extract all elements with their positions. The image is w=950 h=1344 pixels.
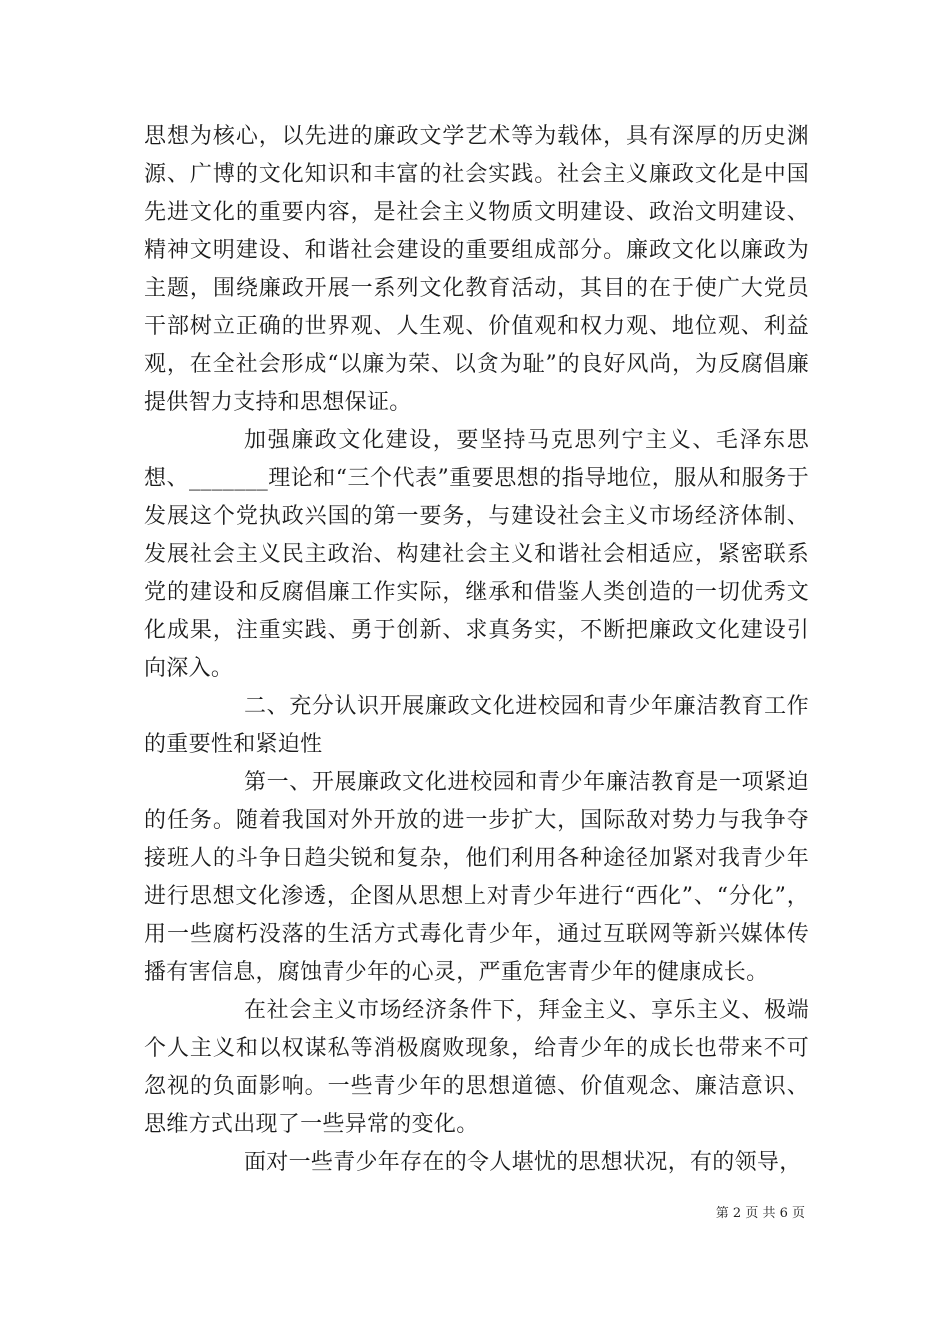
- section-heading-two: 二、充分认识开展廉政文化进校园和青少年廉洁教育工作的重要性和紧迫性: [144, 694, 809, 757]
- paragraph-intro-continued: 思想为核心，以先进的廉政文学艺术等为载体，具有深厚的历史渊源、广博的文化知识和丰富的社会实践。社会主义廉政文化是中国先进文化的重要内容，是社会主义物质文明建设、政治文明建设、精神文明建设、和谐社会建设的重要组成部分。廉政文化以廉政为主题，围绕廉政开展一系列文化教育活动，其目的在于使广大党员干部树立正确的世界观、人生观、价值观和权力观、地位观、利益观，在全社会形成“以廉为荣、以贪为耻”的良好风尚，为反腐倡廉提供智力支持和思想保证。: [144, 124, 809, 415]
- paragraph-market-economy: 在社会主义市场经济条件下，拜金主义、享乐主义、极端个人主义和以权谋私等消极腐败现象，给青少年的成长也带来不可忽视的负面影响。一些青少年的思想道德、价值观念、廉洁意识、思维方式出现了一些异常的变化。: [144, 998, 809, 1137]
- paragraph-facing-concerns: 面对一些青少年存在的令人堪忧的思想状况，有的领导，: [244, 1150, 802, 1175]
- paragraph-strengthen-culture: 加强廉政文化建设，要坚持马克思列宁主义、毛泽东思想、_______理论和“三个代表”重要思想的指导地位，服从和服务于发展这个党执政兴国的第一要务，与建设社会主义市场经济体制、发展社会主义民主政治、构建社会主义和谐社会相适应，紧密联系党的建设和反腐倡廉工作实际，继承和借鉴人类创造的一切优秀文化成果，注重实践、勇于创新、求真务实，不断把廉政文化建设引向深入。: [144, 428, 809, 681]
- paragraph-first-point: 第一、开展廉政文化进校园和青少年廉洁教育是一项紧迫的任务。随着我国对外开放的进一步扩大，国际敌对势力与我争夺接班人的斗争日趋尖锐和复杂，他们利用各种途径加紧对我青少年进行思想文化渗透，企图从思想上对青少年进行“西化”、“分化”，用一些腐朽没落的生活方式毒化青少年，通过互联网等新兴媒体传播有害信息，腐蚀青少年的心灵，严重危害青少年的健康成长。: [144, 770, 809, 985]
- page-number-footer: 第 2 页 共 6 页: [715, 1206, 805, 1221]
- document-body: [144, 118, 809, 1182]
